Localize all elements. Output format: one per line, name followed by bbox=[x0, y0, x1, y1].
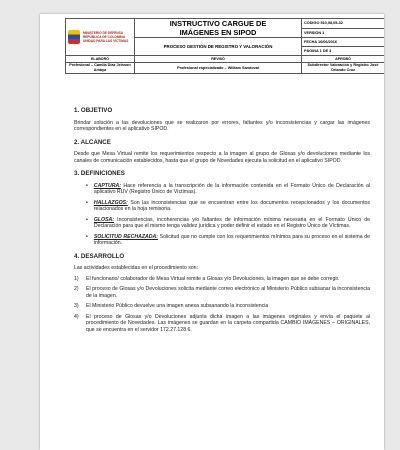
logo-line: REPÚBLICA DE COLOMBIA bbox=[83, 35, 126, 39]
section-text: Desde que Mesa Virtual remite los requerimientos respecto a la imagen al grupo de Glosas y/o devoluciones mediante los canales de comunicación establecidos, hasta que el grupo de Novedades ejecuta la solicitud en el aplicativo SIPOD. bbox=[74, 151, 370, 164]
definition-item: • GLOSA: Inconsistencias, incoherencias y/o faltantes de información mínima necesaria en el Formato Único de Declaración para que el mismo tenga validez jurídica y poder definir el estado en el Registro Único de Víctimas. bbox=[86, 216, 370, 229]
step-item: 3) El Ministerio Público devuelve una imagen anexa subsanando la inconsistencia bbox=[74, 303, 370, 310]
definition-text: Solicitud que no cumple con los requerimientos mínimos para su proceso en el sistema de información. bbox=[93, 233, 370, 246]
step-text: El proceso de Glosas y/o Devoluciones adjunta dicha imagen a las imágenes originales y envía el paquete al procedimiento de Novedades. Las imágenes se guardan en la carpeta compartida CAMBIO IMÁGENES – ORIGINALES, que se encuentra en el servidor 172.27.128.6. bbox=[86, 313, 370, 333]
header-table bbox=[65, 18, 384, 74]
doc-version: VERSIÓN 1 bbox=[302, 28, 385, 38]
doc-page: PÁGINA 1 DE 3 bbox=[302, 47, 385, 56]
definition-term: HALLAZGOS: bbox=[93, 199, 128, 206]
aprobo-label: APROBÓ bbox=[302, 56, 385, 63]
section-heading: 3. DEFINICIONES bbox=[74, 170, 125, 177]
definition-item: • SOLICITUD RECHAZADA: Solicitud que no cumple con los requerimientos mínimos para su proceso en el sistema de información. bbox=[86, 233, 370, 246]
section-text: Las actividades establecidas en el procedimiento son: bbox=[74, 265, 198, 271]
aprobo-value: Subdirector Valoración y Registro José Orlando Cruz bbox=[302, 63, 385, 74]
definition-text: Inconsistencias, incoherencias y/o faltantes de información mínima necesaria en el Formato Único de Declaración para que el mismo tenga validez jurídica y poder definir el estado en el Registro Único de Víctimas. bbox=[93, 216, 370, 229]
elaboro-label: ELABORÓ bbox=[66, 56, 135, 63]
step-item: 1) El funcionario/ colaborador de Mesa Virtual remite a Glosas y/o Devoluciones, la imagen que se debe corregir. bbox=[74, 276, 370, 283]
section-heading: 4. DESARROLLO bbox=[74, 252, 125, 260]
document-title: INSTRUCTIVO CARGUE DE IMÁGENES EN SIPOD bbox=[135, 19, 302, 38]
definition-term: SOLICITUD RECHAZADA: bbox=[93, 233, 158, 240]
definition-term: CAPTURA: bbox=[93, 182, 121, 189]
logo-line: UNIDAD PARA LAS VÍCTIMAS bbox=[83, 39, 129, 43]
definition-item: • CAPTURA: Hace referencia a la transcripción de la información contenida en el Formato Único de Declaración al aplicativo RUV (Registro Único de Víctimas). bbox=[86, 182, 370, 195]
section-heading: 2. ALCANCE bbox=[74, 138, 111, 146]
step-text: El funcionario/ colaborador de Mesa Virtual remite a Glosas y/o Devoluciones, la imagen que se debe corregir. bbox=[86, 275, 340, 282]
document-page bbox=[40, 14, 384, 450]
document-header bbox=[65, 18, 384, 82]
document-body bbox=[74, 108, 370, 333]
process-name: PROCESO GESTIÓN DE REGISTRO Y VALORACIÓN bbox=[135, 38, 302, 56]
definition-text: Son las inconsistencias que se encuentran entre los documentos recepcionados y los documentos relacionados en la hoja remisoria. bbox=[93, 199, 370, 212]
section-heading: 1. OBJETIVO bbox=[74, 107, 113, 114]
definition-item: • HALLAZGOS: Son las inconsistencias que se encuentran entre los documentos recepcionados y los documentos relacionados en la hoja remisoria. bbox=[86, 199, 370, 212]
doc-code: CÓDIGO 510,08,05-32 bbox=[302, 19, 385, 29]
definition-term: GLOSA: bbox=[93, 216, 115, 223]
institution-logo bbox=[68, 30, 132, 44]
reviso-value: Profesional especializado – William Sandoval bbox=[135, 63, 302, 74]
section-text: Brindar solución a las devoluciones que se realizaron por errores, faltantes y/o inconsistencias y cargar las imágenes correspondientes en el aplicativo SIPOD. bbox=[74, 119, 370, 132]
doc-date: FECHA 16/06/2016 bbox=[302, 38, 385, 47]
logo-cell bbox=[66, 19, 135, 56]
step-text: El proceso de Glosas y/o Devoluciones solicita mediante correo electrónico al Ministerio Público subsanar la inconsistencia de la imagen. bbox=[86, 286, 370, 299]
elaboro-value: Profesional – Camila Díaz Jeisson Amaya bbox=[66, 63, 135, 74]
step-text: El Ministerio Público devuelve una imagen anexa subsanando la inconsistencia bbox=[86, 303, 269, 309]
logo-line: MINISTERIO DE DEFENSA bbox=[83, 31, 124, 35]
reviso-label: REVISÓ bbox=[135, 56, 302, 63]
step-item: 4) El proceso de Glosas y/o Devoluciones adjunta dicha imagen a las imágenes originales y envía el paquete al procedimiento de Novedades. Las imágenes se guardan en la carpeta compartida CAMBIO IMÁGENES – ORIGINALES, que se encuentra en el servidor 172.27.128.6. bbox=[74, 313, 370, 333]
step-item: 2) El proceso de Glosas y/o Devoluciones solicita mediante correo electrónico al Ministerio Público subsanar la inconsistencia de la imagen. bbox=[74, 286, 370, 299]
definition-text: Hace referencia a la transcripción de la información contenida en el Formato Único de Declaración al aplicativo RUV (Registro Único de Víctimas). bbox=[93, 182, 370, 195]
coat-of-arms-icon bbox=[68, 30, 80, 44]
